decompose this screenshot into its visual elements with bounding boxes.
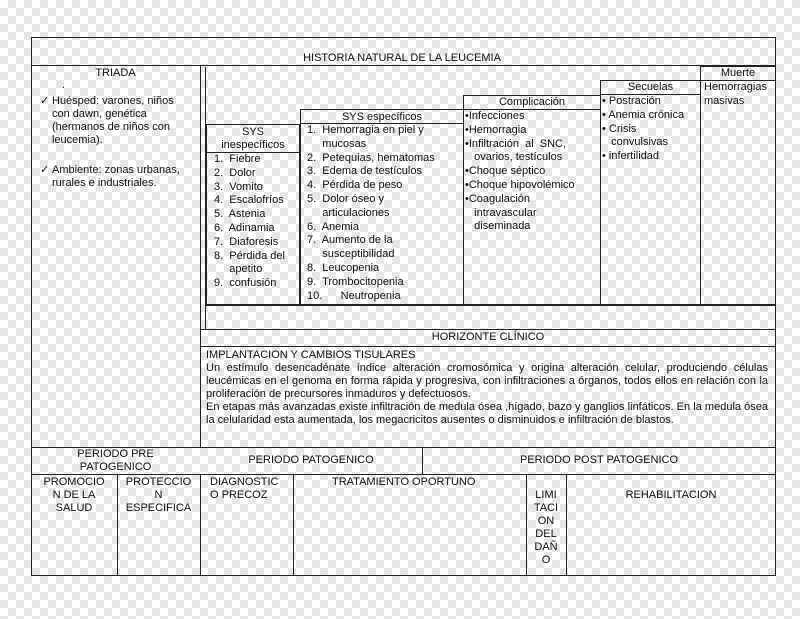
list-item: • Crisis	[602, 122, 637, 135]
list-item: masivas	[704, 94, 745, 107]
limitacion-line: ON	[537, 515, 555, 527]
implantacion-heading: IMPLANTACION Y CAMBIOS TISULARES	[206, 349, 416, 361]
list-item: 9. confusión	[214, 277, 277, 290]
huesped-text	[52, 95, 196, 147]
list-item: •Infecciones	[465, 110, 525, 122]
sys-inespecificos-heading-2: inespecíficos	[221, 139, 285, 151]
promocion-line: SALUD	[55, 502, 93, 514]
huesped-line: leucemia).	[52, 134, 103, 146]
limitacion-line: DAÑ	[534, 541, 558, 553]
secuelas-list	[602, 95, 684, 164]
diagnostico-cell	[210, 476, 293, 502]
list-item: articulaciones	[307, 206, 390, 219]
check-icon: ✓	[40, 164, 50, 176]
list-item: mucosas	[307, 137, 367, 150]
list-item: 3. Edema de testículos	[307, 165, 422, 178]
proteccion-line: ESPECIFICA	[125, 502, 192, 514]
document-title: HISTORIA NATURAL DE LA LEUCEMIA	[303, 52, 501, 64]
list-item: • Postración	[602, 95, 661, 107]
periods-bottom	[31, 474, 776, 475]
implantacion-section	[206, 349, 768, 427]
sys-especificos-heading: SYS específicos	[341, 111, 423, 123]
period-post-patogenico: PERIODO POST PATOGENICO	[519, 454, 679, 466]
ambiente-text	[52, 164, 196, 190]
implantacion-paragraph: Un estímulo desencadénate índice alteración cromosómica y origina alteración celular, produciendo células leucémicas en el genoma en forma rápida y progresiva, con infiltraciones a órganos, todos ellos en relación con la proliferación de precursores inmaduros y defectuosos.	[206, 362, 768, 400]
proteccion-line: N	[154, 489, 163, 501]
list-item: Hemorragias	[704, 81, 767, 93]
list-item: susceptibilidad	[307, 248, 395, 261]
list-item: •Coagulación	[465, 192, 531, 205]
implantacion-paragraph: En etapas más avanzadas existe infiltración de medula ósea ,hígado, bazo y ganglios linfáticos. En la medula ósea la celularidad esta aumentada, los megacricitos ausentes o disminuidos e infiltración de blastos.	[206, 401, 768, 426]
huesped-line: (hermanos de niños con	[52, 121, 171, 133]
muerte-heading: Muerte	[720, 67, 756, 79]
sys-inespecificos-list	[214, 153, 285, 291]
list-item: 10. Neutropenia	[307, 289, 401, 302]
list-item: 1. Fiebre	[214, 153, 261, 165]
list-item: 6. Anemia	[307, 220, 359, 233]
triada-dot: .	[62, 79, 66, 91]
muerte-list	[704, 81, 767, 109]
ambiente-line: Ambiente: zonas urbanas,	[52, 164, 180, 176]
list-item: 4. Pérdida de peso	[307, 179, 403, 192]
ambiente-line: rurales e industriales.	[52, 177, 157, 189]
clinical-baseline	[205, 305, 776, 306]
title-divider	[31, 65, 776, 66]
promocion-line: PROMOCIO	[43, 476, 105, 488]
limitacion-line: O	[541, 554, 551, 566]
promocion-line: N DE LA	[52, 489, 96, 501]
list-item: 5. Astenia	[214, 208, 266, 221]
huesped-line: Huésped: varones, niños	[52, 95, 174, 107]
list-item: 8. Pérdida del	[214, 249, 285, 262]
list-item: • Anemia crónica	[602, 108, 685, 121]
list-item: intravascular	[465, 206, 537, 219]
period-pre-line: PATOGENICO	[79, 461, 152, 473]
sys-inespecificos-heading: SYS	[241, 126, 264, 138]
list-item: 2. Dolor	[214, 166, 256, 179]
list-item: 6. Adinamia	[214, 221, 275, 234]
rehabilitacion-cell: REHABILITACION	[625, 489, 717, 501]
sys-especificos-list	[307, 124, 435, 303]
list-item: diseminada	[465, 220, 531, 233]
period-pre-line: PERIODO PRE	[77, 448, 154, 460]
triada-divider	[200, 65, 201, 447]
period-patogenico: PERIODO PATOGENICO	[248, 454, 374, 466]
bottom-divider	[293, 474, 294, 576]
list-item: convulsivas	[602, 136, 669, 149]
list-item: 4. Escalofríos	[214, 194, 284, 207]
bottom-divider	[200, 474, 201, 576]
huesped-line: con dawn, genética	[52, 108, 147, 120]
complicacion-heading: Complicación	[498, 96, 566, 108]
horizonte-label: HORIZONTE CLÍNICO	[431, 331, 545, 343]
list-item: 9. Trombocitopenia	[307, 275, 404, 288]
list-item: 8. Leucopenia	[307, 261, 380, 274]
promocion-cell	[31, 476, 117, 515]
list-item: • infertilidad	[602, 150, 660, 163]
list-item: ovarios, testículos	[465, 151, 563, 164]
list-item: 7. Diaforesis	[214, 235, 279, 248]
limitacion-line: LIMI	[535, 489, 557, 501]
check-icon: ✓	[40, 95, 50, 107]
list-item: 5. Dolor óseo y	[307, 192, 385, 205]
complicacion-list	[465, 110, 575, 234]
list-item: apetito	[214, 263, 263, 276]
limitacion-line: TACI	[533, 502, 559, 514]
list-item: •Choque hipovolémico	[465, 178, 575, 191]
list-item: 2. Petequias, hematomas	[307, 151, 435, 164]
horizonte-bottom	[200, 346, 776, 347]
tratamiento-cell: TRATAMIENTO OPORTUNO	[332, 476, 476, 488]
limitacion-cell	[526, 489, 566, 567]
list-item: 3. Vomito	[214, 180, 263, 193]
triada-heading: TRIADA	[95, 67, 136, 79]
diagnostico-line: O PRECOZ	[210, 489, 268, 501]
list-item: •Choque séptico	[465, 165, 546, 178]
secuelas-heading: Secuelas	[627, 81, 674, 93]
limitacion-line: DEL	[535, 528, 557, 540]
diagnostico-line: DIAGNOSTIC	[210, 476, 279, 488]
horizonte-top	[200, 329, 776, 330]
proteccion-cell	[117, 476, 200, 515]
list-item: 7. Aumento de la	[307, 234, 393, 247]
period-pre-patogenico	[31, 448, 200, 474]
proteccion-line: PROTECCIO	[125, 476, 192, 488]
list-item: 1. Hemorragia en piel y	[307, 124, 424, 136]
list-item: •Hemorragia	[465, 123, 527, 136]
list-item: •Infiltración al SNC,	[465, 137, 567, 150]
